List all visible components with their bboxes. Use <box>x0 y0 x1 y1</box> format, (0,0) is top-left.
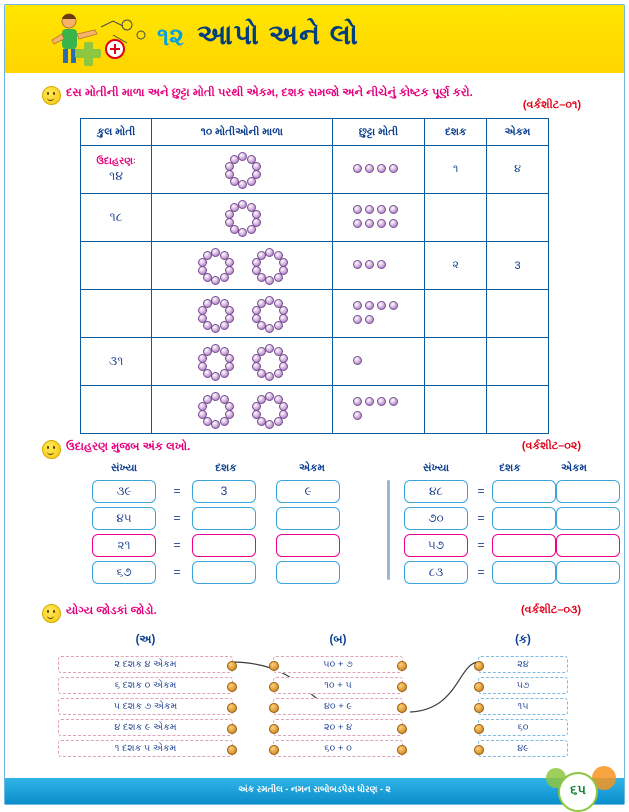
match-option[interactable]: ૫ દશક ૭ એકમ <box>58 698 233 715</box>
bead-necklace <box>246 294 292 334</box>
equals-sign: = <box>477 484 485 498</box>
number-value: ૩૯ <box>92 480 156 503</box>
tens-input[interactable] <box>192 507 256 530</box>
cell-ones[interactable]: ૪ <box>487 146 549 194</box>
cell-total: ૩૧ <box>81 338 152 386</box>
ones-input[interactable] <box>276 534 340 557</box>
right-head-tens: દશક <box>499 462 521 474</box>
equals-sign: = <box>173 511 181 525</box>
ones-input[interactable] <box>556 480 620 503</box>
cell-necklaces <box>152 290 332 338</box>
place-value-exercise <box>80 462 587 582</box>
cell-tens[interactable]: ૧ <box>425 146 487 194</box>
loose-beads <box>351 354 405 368</box>
footer-text: અંક રમતીલ - નમન રાબોબડપેસ ધોરણ - ૨ <box>238 784 391 794</box>
match-option[interactable]: ૧૫ <box>478 698 568 715</box>
cell-tens[interactable]: ૨ <box>425 242 487 290</box>
ones-input[interactable] <box>276 561 340 584</box>
section-3-heading <box>42 604 582 624</box>
match-option[interactable]: ૨ દશક ૪ એકમ <box>58 656 233 673</box>
left-head-tens: દશક <box>215 462 237 474</box>
list-item[interactable] <box>273 719 403 736</box>
number-value: ૪૫ <box>92 507 156 530</box>
page-header <box>5 5 624 75</box>
tens-input[interactable] <box>192 534 256 557</box>
cell-tens[interactable] <box>425 194 487 242</box>
cell-loose <box>332 242 425 290</box>
ones-input[interactable] <box>556 507 620 530</box>
bead-necklace <box>246 342 292 382</box>
cell-loose <box>332 194 425 242</box>
cell-necklaces <box>152 338 332 386</box>
smiley-icon <box>42 440 61 459</box>
ones-input[interactable]: ૯ <box>276 480 340 503</box>
cell-total: ઉદાહરણઃ ૧૪ <box>81 146 152 194</box>
section-1-heading <box>42 86 582 106</box>
number-value: ૫૭ <box>404 534 468 557</box>
section-3-text: યોગ્ય જોડકાં જોડો. <box>66 605 157 617</box>
list-item[interactable] <box>478 719 568 736</box>
number-value: ૨૧ <box>92 534 156 557</box>
cell-ones[interactable] <box>487 386 549 434</box>
right-head-number: સંખ્યા <box>422 462 450 474</box>
th-loose: છુટ્ટા મોતી <box>332 119 425 146</box>
list-item[interactable] <box>478 698 568 715</box>
match-head-b: (બ) <box>329 634 347 646</box>
number-value: ૭૦ <box>404 507 468 530</box>
matching-exercise <box>58 634 578 764</box>
left-head-number: સંખ્યા <box>110 462 138 474</box>
number-value: ૬૭ <box>92 561 156 584</box>
cell-total <box>81 242 152 290</box>
match-option[interactable]: ૫૦ + ૭ <box>273 656 403 673</box>
cell-loose <box>332 386 425 434</box>
equals-sign: = <box>477 565 485 579</box>
bead-necklace <box>192 342 238 382</box>
chapter-number: ૧૨ <box>157 23 184 51</box>
ones-input[interactable] <box>556 534 620 557</box>
cell-total <box>81 386 152 434</box>
match-head-c: (ક) <box>515 634 531 646</box>
cell-necklaces <box>152 146 332 194</box>
cell-loose <box>332 338 425 386</box>
cell-total <box>81 290 152 338</box>
equals-sign: = <box>173 565 181 579</box>
cell-necklaces <box>152 194 332 242</box>
match-column-b <box>273 656 403 761</box>
beads-table <box>80 118 549 434</box>
loose-beads <box>351 258 405 272</box>
table-row <box>81 290 549 338</box>
match-option[interactable]: ૬ દશક ૦ એકમ <box>58 677 233 694</box>
bead-necklace <box>246 246 292 286</box>
list-item[interactable] <box>478 740 568 757</box>
table-row <box>81 146 549 194</box>
worksheet-label-1: (વર્કશીટ–૦૧) <box>522 99 581 111</box>
header-art-icon <box>41 9 151 71</box>
th-total: કુલ મોતી <box>81 119 152 146</box>
bead-necklace <box>192 294 238 334</box>
list-item[interactable] <box>58 698 233 715</box>
loose-beads <box>351 162 405 176</box>
equals-sign: = <box>477 538 485 552</box>
match-option[interactable]: ૧ દશક ૫ એકમ <box>58 740 233 757</box>
cell-tens[interactable] <box>425 338 487 386</box>
ones-input[interactable] <box>276 507 340 530</box>
number-value: ૪૮ <box>404 480 468 503</box>
tens-input[interactable] <box>192 561 256 584</box>
number-value: ૮૩ <box>404 561 468 584</box>
cell-necklaces <box>152 386 332 434</box>
bead-necklace <box>192 246 238 286</box>
worksheet-label-2: (વર્કશીટ–૦૨) <box>521 440 581 452</box>
match-option[interactable]: ૨૪ <box>478 656 568 673</box>
cell-necklaces <box>152 242 332 290</box>
right-head-ones: એકમ <box>561 462 587 474</box>
table-row <box>81 386 549 434</box>
worksheet-label-3: (વર્કશીટ–૦૩) <box>520 604 581 616</box>
smiley-icon <box>42 604 61 623</box>
equals-sign: = <box>173 484 181 498</box>
cell-tens[interactable] <box>425 386 487 434</box>
equals-sign: = <box>173 538 181 552</box>
section-2-heading <box>42 440 582 460</box>
cell-ones[interactable] <box>487 194 549 242</box>
match-option[interactable]: ૫૭ <box>478 677 568 694</box>
list-item[interactable] <box>478 677 568 694</box>
list-item[interactable] <box>273 740 403 757</box>
section-2-text: ઉદાહરણ મુજબ અંક લખો. <box>66 441 191 453</box>
cell-total: ૧૮ <box>81 194 152 242</box>
bead-necklace <box>219 150 265 190</box>
loose-beads <box>351 299 405 327</box>
match-option[interactable]: ૪ દશક ૯ એકમ <box>58 719 233 736</box>
section-1-text: દસ મોતીની માળા અને છુટ્ટા મોતી પરથી એકમ, દશક સમજો અને નીચેનું કોષ્ટક પૂર્ણ કરો. <box>66 87 473 99</box>
ones-input[interactable] <box>556 561 620 584</box>
th-necklaces: ૧૦ મોતીઓની માળા <box>152 119 332 146</box>
tens-input[interactable] <box>492 561 556 584</box>
cell-loose <box>332 290 425 338</box>
page-number-badge: ૬૫ <box>558 772 598 812</box>
cell-ones[interactable]: 3 <box>487 242 549 290</box>
match-option[interactable]: ૧૦ + ૫ <box>273 677 403 694</box>
table-row <box>81 338 549 386</box>
table-row <box>81 242 549 290</box>
loose-beads <box>351 203 405 231</box>
bead-necklace <box>246 390 292 430</box>
match-option[interactable]: ૨૦ + ૪ <box>273 719 403 736</box>
column-divider <box>387 480 390 580</box>
match-column-c <box>478 656 568 761</box>
th-ones: એકમ <box>487 119 549 146</box>
list-item[interactable] <box>58 656 233 673</box>
cell-loose <box>332 146 425 194</box>
match-option[interactable]: ૪૯ <box>478 740 568 757</box>
list-item[interactable] <box>273 677 403 694</box>
table-row <box>81 194 549 242</box>
left-head-ones: એકમ <box>299 462 325 474</box>
list-item[interactable] <box>273 656 403 673</box>
tens-input[interactable] <box>492 534 556 557</box>
smiley-icon <box>42 86 61 105</box>
match-option[interactable]: ૬૦ <box>478 719 568 736</box>
th-tens: દશક <box>425 119 487 146</box>
list-item[interactable] <box>273 698 403 715</box>
list-item[interactable] <box>58 740 233 757</box>
bead-necklace <box>192 390 238 430</box>
match-option[interactable]: ૬૦ + ૦ <box>273 740 403 757</box>
list-item[interactable] <box>58 677 233 694</box>
cell-tens[interactable] <box>425 290 487 338</box>
table-header-row <box>81 119 549 146</box>
match-column-a <box>58 656 233 761</box>
loose-beads <box>351 395 405 423</box>
cell-ones[interactable] <box>487 290 549 338</box>
page-footer <box>5 778 624 804</box>
tens-input[interactable]: 3 <box>192 480 256 503</box>
cell-ones[interactable] <box>487 338 549 386</box>
equals-sign: = <box>477 511 485 525</box>
list-item[interactable] <box>58 719 233 736</box>
list-item[interactable] <box>478 656 568 673</box>
match-option[interactable]: ૪૦ + ૯ <box>273 698 403 715</box>
page-title: આપો અને લો <box>197 19 359 50</box>
match-head-a: (અ) <box>135 634 156 646</box>
bead-necklace <box>219 198 265 238</box>
tens-input[interactable] <box>492 480 556 503</box>
tens-input[interactable] <box>492 507 556 530</box>
